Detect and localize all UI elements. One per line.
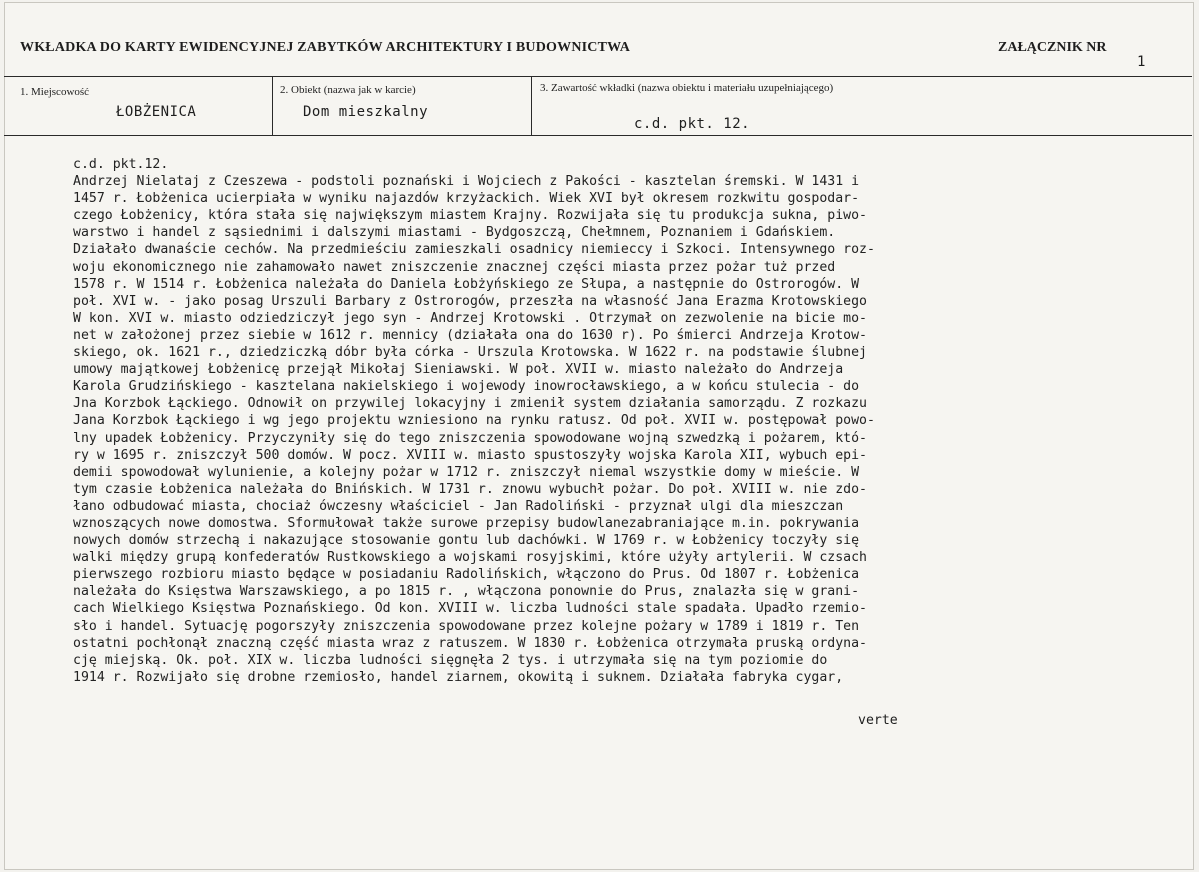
body-line: łano odbudować miasta, chociaż ówczesny właściciel - Jan Radoliński - przyznał ulgi dla mieszczan: [73, 498, 844, 514]
header-divider-bottom: [4, 135, 1192, 136]
object-value: Dom mieszkalny: [303, 104, 429, 120]
object-label: 2. Obiekt (nazwa jak w karcie): [280, 84, 416, 96]
field-separator-2: [531, 76, 532, 135]
body-line: c.d. pkt.12.: [73, 157, 169, 172]
body-line: Jana Korzbok Łąckiego i wg jego projektu wzniesiono na rynku ratusz. Od poł. XVII w. postępował powo-: [73, 413, 875, 429]
annex-label: ZAŁĄCZNIK NR: [998, 40, 1107, 55]
body-line: warstwo i handel z sąsiednimi i dalszymi miastami - Bydgoszczą, Chełmnem, Poznaniem i Gdańskiem.: [73, 225, 836, 241]
typed-body-text: [73, 156, 1113, 686]
body-line: skiego, ok. 1621 r., dziedziczką dóbr była córka - Urszula Krotowska. W 1622 r. na podstawie ślubnej: [73, 345, 867, 361]
document-title: WKŁADKA DO KARTY EWIDENCYJNEJ ZABYTKÓW ARCHITEKTURY I BUDOWNICTWA: [20, 40, 631, 55]
body-line: tym czasie Łobżenica należała do Bnińskich. W 1731 r. znowu wybuchł pożar. Do poł. XVIII w. nie zdo-: [73, 481, 867, 497]
body-line: ry w 1695 r. zniszczył 500 domów. W pocz. XVIII w. miasto spustoszyły wojska Karola XII, wybuch epi-: [73, 447, 867, 463]
body-line: poł. XVI w. - jako posag Urszuli Barbary z Ostrorogów, przeszła na własność Jana Erazma Krotowskiego: [73, 293, 867, 309]
body-line: lny upadek Łobżenicy. Przyczyniły się do tego zniszczenia spowodowane wojną szwedzką i pożarem, któ-: [73, 430, 867, 446]
body-line: 1457 r. Łobżenica ucierpiała w wyniku najazdów krzyżackich. Wiek XVI był okresem rozkwitu gospodar-: [73, 191, 860, 207]
locality-label: 1. Miejscowość: [20, 86, 90, 98]
body-line: sło i handel. Sytuację pogorszyły zniszczenia spowodowane przez kolejne pożary w 1789 i 1819 r. Ten: [73, 618, 860, 634]
contents-label: 3. Zawartość wkładki (nazwa obiektu i materiału uzupełniającego): [540, 82, 834, 94]
body-line: wznoszących nowe domostwa. Sformułował także surowe przepisy budowlanezabraniające m.in. pokrywania: [73, 515, 860, 531]
body-line: 1578 r. W 1514 r. Łobżenica należała do Daniela Łobżyńskiego ze Słupa, a następnie do Ostrorogów. W: [73, 276, 860, 292]
verte-note: verte: [858, 713, 898, 728]
body-line: należała do Księstwa Warszawskiego, a po 1815 r. , włączona ponownie do Prus, znalazła się w grani-: [73, 584, 860, 600]
body-line: Andrzej Nielataj z Czeszewa - podstoli poznański i Wojciech z Pakości - kasztelan śremski. W 1431 i: [73, 174, 860, 190]
contents-value: c.d. pkt. 12.: [634, 116, 751, 132]
body-line: cję miejską. Ok. poł. XIX w. liczba ludności sięgnęła 2 tys. i utrzymała się na tym poziomie do: [73, 652, 828, 668]
body-line: cach Wielkiego Księstwa Poznańskiego. Od kon. XVIII w. liczba ludności stale spadała. Upadło rzemio-: [73, 601, 867, 617]
body-line: Jna Korzbok Łąckiego. Odnowił on przywilej lokacyjny i zmienił system działania samorządu. Z rozkazu: [73, 396, 867, 412]
body-line: Działało dwanaście cechów. Na przedmieściu zamieszkali osadnicy niemieccy i Szkoci. Intensywnego roz-: [73, 242, 875, 258]
body-line: walki między grupą konfederatów Rustkowskiego a wojskami rosyjskimi, które użyły artylerii. W czsach: [73, 550, 867, 566]
body-line: woju ekonomicznego nie zahamowało nawet zniszczenie znacznej części miasta przez pożar tuż przed: [73, 259, 836, 275]
header-divider-top: [4, 76, 1192, 77]
body-line: ostatni pochłonął znaczną część miasta wraz z ratuszem. W 1830 r. Łobżenica otrzymała pruską ordyna-: [73, 635, 867, 651]
body-line: Karola Grudzińskiego - kasztelana nakielskiego i wojewody inowrocławskiego, a w końcu stulecia - do: [73, 379, 860, 395]
body-line: nowych domów strzechą i nakazujące stosowanie gontu lub dachówki. W 1769 r. w Łobżenicy toczyły się: [73, 533, 860, 549]
body-line: net w założonej przez siebie w 1612 r. mennicy (działała ona do 1630 r). Po śmierci Andrzeja Krotow-: [73, 327, 867, 343]
field-separator-1: [272, 76, 273, 135]
body-line: W kon. XVI w. miasto odziedziczył jego syn - Andrzej Krotowski . Otrzymał on zezwolenie na bicie mo-: [73, 310, 867, 326]
body-line: czego Łobżenicy, która stała się największym miastem Krajny. Rozwijała się tu produkcja sukna, piwo-: [73, 208, 867, 224]
locality-value: ŁOBŻENICA: [116, 104, 197, 120]
body-line: demii spowodował wylunienie, a kolejny pożar w 1712 r. zniszczył niemal wszystkie domy w mieście. W: [73, 464, 860, 480]
body-line: umowy majątkowej Łobżenicę przejął Mikołaj Sieniawski. W poł. XVII w. miasto należało do Andrzeja: [73, 362, 844, 378]
body-line: 1914 r. Rozwijało się drobne rzemiosło, handel ziarnem, okowitą i suknem. Działała fabryka cygar,: [73, 669, 844, 685]
annex-number: 1: [1137, 54, 1146, 70]
body-line: pierwszego rozbioru miasto będące w posiadaniu Radolińskich, włączono do Prus. Od 1807 r. Łobżenica: [73, 567, 860, 583]
